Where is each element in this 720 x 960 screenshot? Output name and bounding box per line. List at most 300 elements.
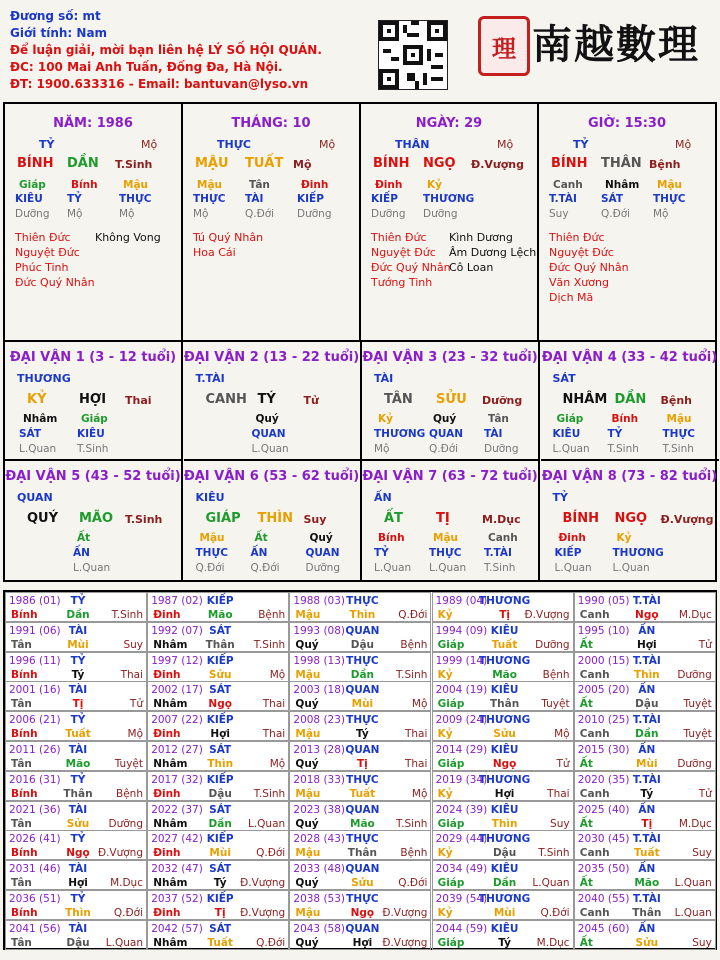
year-stage: Bệnh: [400, 638, 428, 651]
year-star: TÀI: [68, 684, 88, 697]
year-star: SÁT: [209, 922, 232, 935]
year-cell: [289, 681, 431, 711]
year-can: Đinh: [153, 847, 181, 860]
hidden-stage: L.Quan: [554, 562, 592, 574]
year-cell: [432, 890, 574, 920]
year-can: Đinh: [153, 907, 181, 919]
year-can: Ất: [579, 638, 593, 651]
hidden-stem: Mậu: [657, 179, 683, 191]
hidden-star: THƯƠNG: [374, 428, 426, 440]
year-can: Tân: [11, 936, 32, 949]
hidden-stage: T.Sinh: [607, 443, 639, 455]
hidden-star: TÀI: [245, 193, 264, 205]
special-star: Đức Quý Nhân: [371, 261, 451, 274]
year-star: THƯƠNG: [478, 833, 531, 846]
year-stage: Q.Đới: [398, 609, 428, 621]
year-chi: Hợi: [68, 877, 88, 890]
year-stage: Q.Đới: [398, 877, 428, 890]
year-cell: [574, 711, 716, 741]
special-star: Hoa Cái: [193, 246, 236, 259]
dai-van-title: ĐẠI VẬN 3 (23 - 32 tuổi): [362, 350, 538, 365]
year-chi: Mão: [207, 609, 233, 621]
dai-van-title: ĐẠI VẬN 4 (33 - 42 tuổi): [541, 350, 718, 365]
year-can: Kỷ: [437, 847, 453, 860]
year-star: KIÊU: [490, 744, 519, 756]
dai-van-stage: Dưỡng: [482, 394, 523, 407]
hidden-star: THƯƠNG: [423, 193, 475, 205]
dai-van-4: [541, 342, 719, 461]
year-chi: Thân: [489, 698, 520, 711]
hidden-stem: Ất: [77, 532, 91, 544]
year-stage: M.Dục: [678, 609, 712, 621]
year-label: 2026 (41): [9, 833, 61, 846]
dai-van-7: [362, 461, 540, 580]
hidden-stage: Dưỡng: [305, 562, 340, 574]
hidden-stem: Ất: [254, 532, 268, 544]
hidden-stem: Tân: [249, 179, 270, 191]
dai-van-can: CANH: [205, 392, 247, 407]
phone-email-line: ĐT: 1900.633316 - Email: bantuvan@lyso.vn: [10, 77, 309, 91]
dai-van-6: [184, 461, 362, 580]
year-chi: Mùi: [209, 847, 231, 860]
year-stage: Thai: [262, 698, 286, 711]
year-star: TÀI: [68, 744, 88, 756]
special-star: Cô Loan: [449, 261, 494, 274]
special-star: Âm Dương Lệch: [449, 246, 537, 259]
year-stage: Bệnh: [542, 668, 570, 681]
year-cell: [432, 652, 574, 682]
year-stage: L.Quan: [532, 877, 570, 890]
year-label: 2001 (16): [9, 684, 61, 697]
special-star: Nguyệt Đức: [15, 246, 80, 259]
annual-luck-table: [3, 590, 717, 950]
pillar-can: MẬU: [195, 156, 229, 171]
year-star: THƯƠNG: [478, 595, 531, 607]
year-chi: Tuất: [634, 847, 660, 860]
year-can: Kỷ: [437, 787, 453, 800]
year-star: THƯƠNG: [478, 654, 531, 667]
pillar-title: THÁNG: 10: [231, 116, 311, 131]
year-cell: [5, 741, 147, 771]
year-chi: Ngọ: [208, 698, 232, 711]
dai-van-chi: MÃO: [79, 511, 114, 526]
year-can: Mậu: [295, 847, 321, 860]
year-stage: Tử: [698, 638, 712, 651]
header-info: [10, 8, 370, 93]
year-can: Bính: [11, 787, 38, 800]
hidden-stem: Nhâm: [23, 413, 58, 425]
year-label: 2027 (42): [151, 833, 203, 846]
year-star: THỰC: [346, 595, 379, 607]
year-chi: Thìn: [207, 758, 234, 770]
year-chi: Ngọ: [635, 609, 659, 621]
year-cell: [5, 711, 147, 741]
dai-van-top-star: TÀI: [374, 372, 394, 385]
year-label: 1997 (12): [151, 654, 203, 667]
pillar-stage: Mộ: [293, 158, 312, 171]
year-cell: [289, 860, 431, 890]
special-star: Nguyệt Đức: [549, 246, 614, 259]
owner-name: Đương số: mt: [10, 9, 101, 23]
year-cell: [147, 890, 289, 920]
year-label: 1989 (04): [435, 595, 488, 607]
year-label: 2039 (54): [435, 893, 488, 905]
year-star: T.TÀI: [632, 833, 661, 846]
year-star: ẤN: [638, 922, 656, 935]
special-star: Phúc Tinh: [15, 261, 69, 274]
year-stage: L.Quan: [105, 936, 143, 949]
dai-van-title: ĐẠI VẬN 2 (13 - 22 tuổi): [183, 350, 360, 365]
hidden-stage: Mộ: [119, 208, 135, 220]
hidden-star: SÁT: [19, 428, 42, 440]
year-cell: [432, 771, 574, 801]
address-line: ĐC: 100 Mai Anh Tuấn, Đống Đa, Hà Nội.: [10, 60, 283, 74]
year-label: 2022 (37): [151, 803, 203, 816]
year-cell: [289, 801, 431, 831]
hidden-star: ẤN: [73, 547, 90, 559]
year-label: 2041 (56): [9, 922, 61, 935]
hidden-star: THỰC: [662, 428, 695, 440]
year-stage: Tuyệt: [683, 698, 712, 711]
year-label: 2036 (51): [9, 893, 61, 905]
hidden-stage: Dưỡng: [423, 208, 458, 220]
year-can: Đinh: [153, 787, 181, 800]
pillar-stage: Đ.Vượng: [471, 158, 525, 171]
hidden-star: KIÊU: [15, 193, 43, 205]
year-chi: Dậu: [492, 847, 517, 860]
year-can: Giáp: [437, 817, 465, 830]
year-stage: Thai: [547, 787, 570, 800]
year-star: T.TÀI: [632, 595, 661, 607]
hidden-stage: Mộ: [653, 208, 669, 220]
year-star: KIẾP: [206, 714, 234, 727]
year-stage: Bệnh: [400, 847, 428, 860]
year-cell: [432, 860, 574, 890]
year-star: TỶ: [70, 714, 86, 727]
dai-van-chi: DẦN: [614, 392, 647, 407]
year-chi: Thân: [632, 907, 662, 919]
pillar-top-star: TỶ: [573, 138, 589, 151]
year-stage: T.Sinh: [253, 787, 286, 800]
year-chi: Tị: [499, 609, 510, 621]
year-star: KIÊU: [490, 922, 519, 935]
pillar-top-stage: Mộ: [141, 138, 158, 151]
hidden-stem: Đinh: [301, 179, 329, 191]
hidden-star: SÁT: [601, 193, 624, 205]
year-star: TỶ: [70, 773, 86, 786]
year-stage: Tử: [556, 758, 570, 770]
hidden-stem: Đinh: [558, 532, 586, 544]
year-label: 1994 (09): [435, 624, 488, 637]
year-stage: Suy: [692, 936, 712, 949]
year-cell: [574, 681, 716, 711]
year-chi: Mùi: [493, 907, 516, 919]
year-label: 1996 (11): [9, 654, 61, 667]
hidden-star: THỰC: [653, 193, 686, 205]
year-star: ẤN: [638, 803, 656, 816]
dai-van-stage: M.Dục: [482, 513, 521, 526]
hidden-stage: Q.Đới: [245, 208, 275, 220]
year-label: 2043 (58): [293, 922, 346, 935]
year-star: TÀI: [68, 922, 88, 935]
year-chi: Mão: [65, 758, 91, 770]
year-stage: T.Sinh: [395, 817, 428, 830]
year-stage: Suy: [692, 847, 712, 860]
year-can: Kỷ: [437, 728, 453, 741]
pillar-can: BÍNH: [373, 156, 410, 171]
year-chi: Mùi: [351, 698, 374, 711]
year-label: 2034 (49): [435, 863, 488, 876]
year-label: 2024 (39): [435, 803, 488, 816]
hidden-stem: Nhâm: [605, 179, 640, 191]
year-cell: [147, 830, 289, 860]
year-can: Nhâm: [153, 758, 188, 770]
year-label: 2023 (38): [293, 803, 346, 816]
dai-van-can: KỶ: [27, 392, 47, 407]
dai-van-can: NHÂM: [562, 392, 608, 407]
dai-van-2: [184, 342, 362, 461]
year-stage: Q.Đới: [540, 907, 570, 919]
year-label: 2014 (29): [435, 744, 488, 756]
special-star: Không Vong: [95, 231, 161, 244]
year-cell: [5, 830, 147, 860]
year-chi: Mão: [492, 668, 517, 681]
year-chi: Thân: [205, 638, 235, 651]
hidden-stem: Canh: [553, 179, 583, 191]
year-cell: [574, 622, 716, 652]
year-label: 2035 (50): [577, 863, 630, 876]
year-chi: Hợi: [636, 638, 657, 651]
year-cell: [432, 711, 574, 741]
year-stage: L.Quan: [674, 907, 712, 919]
year-chi: Thìn: [349, 609, 376, 621]
hidden-star: T.TÀI: [484, 547, 512, 559]
year-chi: Sửu: [493, 728, 516, 741]
year-stage: Đ.Vượng: [240, 907, 286, 919]
year-chi: Thìn: [633, 668, 660, 681]
year-can: Tân: [11, 638, 32, 651]
year-star: ẤN: [638, 744, 656, 756]
year-can: Mậu: [295, 668, 321, 681]
year-stage: Thai: [120, 668, 143, 681]
year-chi: Dần: [635, 728, 659, 741]
year-can: Giáp: [437, 877, 465, 890]
year-can: Quý: [295, 638, 319, 651]
year-star: ẤN: [638, 863, 656, 876]
year-stage: Tuyệt: [683, 728, 712, 741]
year-can: Giáp: [437, 936, 465, 949]
dai-van-can: GIÁP: [205, 511, 241, 526]
hidden-star: QUAN: [251, 428, 286, 440]
year-can: Nhâm: [153, 936, 188, 949]
hidden-stem: Quý: [255, 413, 279, 425]
year-star: ẤN: [638, 684, 656, 697]
year-cell: [147, 652, 289, 682]
year-stage: T.Sinh: [538, 847, 570, 860]
hidden-star: KIẾP: [297, 193, 324, 205]
year-stage: Dưỡng: [535, 638, 570, 651]
year-star: TÀI: [68, 803, 88, 816]
year-can: Ất: [579, 877, 593, 890]
hidden-star: QUAN: [305, 547, 340, 559]
dai-van-8: [541, 461, 719, 580]
year-label: 2040 (55): [577, 893, 630, 905]
year-star: SÁT: [209, 863, 232, 876]
year-stage: Đ.Vượng: [240, 877, 286, 890]
year-star: THỰC: [346, 773, 379, 786]
year-stage: Dưỡng: [108, 817, 143, 830]
year-cell: [574, 860, 716, 890]
year-can: Bính: [11, 728, 38, 741]
dai-van-stage: T.Sinh: [125, 513, 163, 526]
hidden-star: TỶ: [374, 547, 389, 559]
year-cell: [5, 771, 147, 801]
dai-van-title: ĐẠI VẬN 8 (73 - 82 tuổi): [541, 469, 718, 484]
year-cell: [289, 830, 431, 860]
year-chi: Tuất: [349, 787, 376, 800]
hidden-stage: L.Quan: [19, 443, 57, 455]
year-cell: [574, 771, 716, 801]
year-label: 2006 (21): [9, 714, 61, 727]
hidden-stage: L.Quan: [429, 562, 467, 574]
dai-van-chi: TÝ: [257, 392, 276, 407]
year-star: TỶ: [70, 595, 86, 607]
year-cell: [147, 860, 289, 890]
hidden-stage: Suy: [549, 208, 569, 220]
year-can: Nhâm: [153, 817, 188, 830]
hidden-star: KIẾP: [371, 193, 398, 205]
year-label: 1988 (03): [293, 595, 346, 607]
dai-van-stage: Bệnh: [660, 394, 693, 407]
year-can: Quý: [295, 877, 319, 890]
year-cell: [147, 920, 289, 950]
year-star: KIÊU: [490, 863, 519, 876]
gender: Giới tính: Nam: [10, 26, 108, 40]
year-chi: Sửu: [208, 668, 232, 681]
year-cell: [432, 681, 574, 711]
year-can: Nhâm: [153, 698, 188, 711]
hidden-stem: Bính: [71, 179, 98, 191]
year-can: Ất: [579, 758, 593, 770]
year-chi: Tị: [72, 698, 84, 711]
pillar-chi: TUẤT: [245, 156, 284, 171]
year-label: 2015 (30): [577, 744, 630, 756]
hidden-stem: Bính: [378, 532, 405, 544]
year-cell: [5, 681, 147, 711]
dai-van-chi: SỬU: [436, 392, 467, 407]
year-star: TÀI: [68, 863, 88, 876]
pillar-chi: NGỌ: [423, 156, 456, 171]
year-can: Quý: [295, 936, 319, 949]
year-stage: L.Quan: [247, 817, 286, 830]
year-stage: Tử: [698, 787, 712, 800]
hidden-star: THỰC: [193, 193, 226, 205]
pillar-1: [183, 104, 361, 340]
dai-van-top-star: T.TÀI: [195, 372, 225, 385]
hidden-star: THỰC: [429, 547, 462, 559]
year-stage: Mộ: [269, 758, 286, 770]
hidden-star: THỰC: [195, 547, 228, 559]
hidden-stage: Q.Đới: [601, 208, 631, 220]
year-star: THỰC: [346, 714, 379, 727]
year-star: T.TÀI: [632, 714, 661, 727]
brand-logo: 南越數理: [532, 21, 700, 68]
year-label: 2038 (53): [293, 893, 346, 905]
dai-van-chi: HỢI: [79, 392, 107, 407]
year-cell: [147, 681, 289, 711]
year-stage: Tuyệt: [114, 758, 143, 770]
year-cell: [574, 890, 716, 920]
hidden-stem: Giáp: [19, 179, 46, 191]
year-cell: [289, 920, 431, 950]
year-can: Canh: [579, 668, 610, 681]
hidden-star: TÀI: [484, 428, 503, 440]
year-label: 2002 (17): [151, 684, 203, 697]
year-label: 2013 (28): [293, 744, 346, 756]
year-star: T.TÀI: [632, 773, 661, 786]
year-chi: Thìn: [491, 817, 518, 830]
year-label: 2012 (27): [151, 744, 203, 756]
year-stage: M.Dục: [536, 936, 570, 949]
hidden-stage: Mộ: [374, 443, 390, 455]
dai-van-3: [362, 342, 540, 461]
dai-van-top-star: KIÊU: [195, 491, 225, 504]
year-chi: Mão: [634, 877, 660, 890]
dai-van-stage: Đ.Vượng: [660, 513, 714, 526]
year-can: Quý: [295, 817, 319, 830]
year-star: KIẾP: [206, 893, 234, 905]
year-chi: Dậu: [635, 698, 659, 711]
year-label: 2021 (36): [9, 803, 61, 816]
dai-van-top-star: SÁT: [552, 372, 576, 385]
dai-van-1: [5, 342, 183, 461]
dai-van-chi: NGỌ: [614, 511, 648, 526]
special-star: Thiên Đức: [371, 231, 427, 244]
year-label: 2020 (35): [577, 773, 630, 786]
year-cell: [432, 622, 574, 652]
year-can: Bính: [11, 847, 38, 860]
year-star: KIẾP: [206, 654, 234, 667]
year-chi: Thân: [63, 787, 93, 800]
dai-van-top-star: QUAN: [17, 491, 53, 504]
year-can: Bính: [11, 609, 38, 621]
year-can: Đinh: [153, 609, 181, 621]
hidden-stage: L.Quan: [552, 443, 590, 455]
year-cell: [147, 711, 289, 741]
hidden-stage: L.Quan: [612, 562, 650, 574]
year-stage: Mộ: [411, 698, 428, 711]
pillar-2: [361, 104, 539, 340]
year-cell: [147, 592, 289, 622]
year-stage: Tuyệt: [541, 698, 570, 711]
year-can: Ất: [579, 936, 593, 949]
hidden-stage: L.Quan: [73, 562, 111, 574]
year-star: THƯƠNG: [478, 773, 531, 786]
year-can: Tân: [11, 877, 32, 890]
year-can: Giáp: [437, 758, 465, 770]
special-star: Đức Quý Nhân: [549, 261, 629, 274]
year-stage: Mộ: [269, 668, 286, 681]
year-label: 1999 (14): [435, 654, 488, 667]
dai-van-title: ĐẠI VẬN 5 (43 - 52 tuổi): [5, 469, 181, 484]
year-label: 2016 (31): [9, 773, 61, 786]
year-label: 2033 (48): [293, 863, 346, 876]
hidden-stage: T.Sinh: [77, 443, 109, 455]
pillar-3: [539, 104, 715, 340]
year-can: Bính: [11, 907, 38, 919]
year-star: SÁT: [209, 744, 232, 756]
year-label: 1995 (10): [577, 624, 630, 637]
